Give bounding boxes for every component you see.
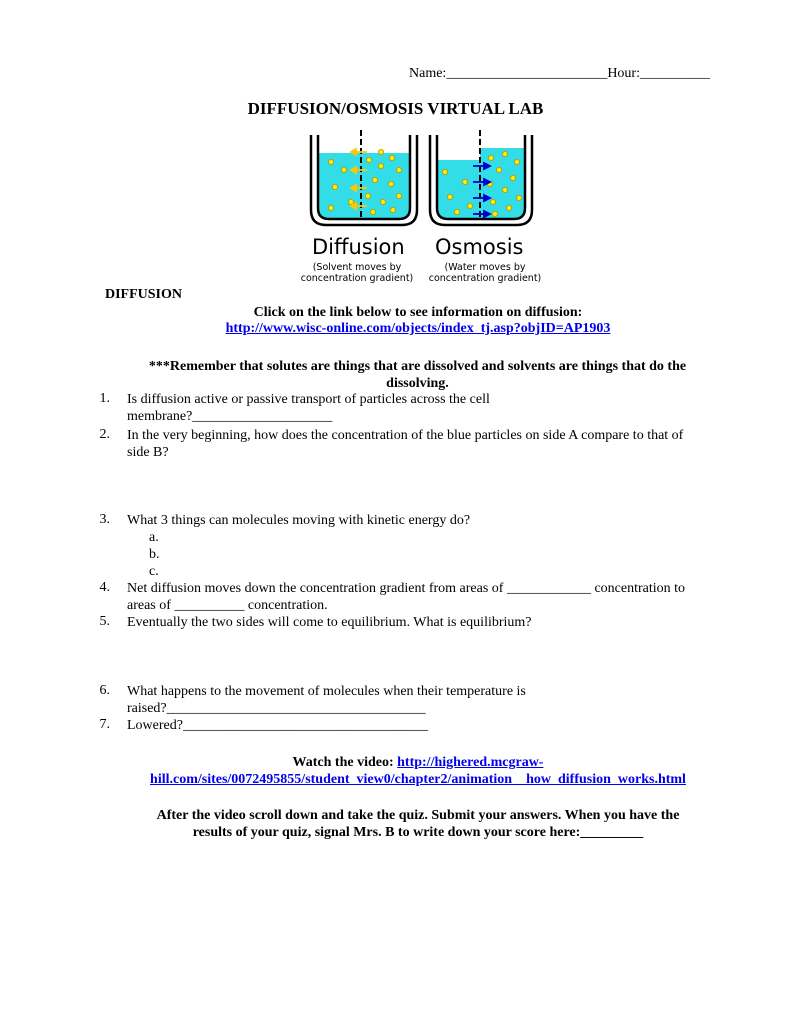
diffusion-caption: (Solvent moves by concentration gradient) — [300, 262, 414, 284]
closing-instructions: After the video scroll down and take the quiz. Submit your answers. When you have the results of your quiz, signal Mrs. B to write down your score here:_________ — [156, 808, 680, 840]
question-3: What 3 things can molecules moving with kinetic energy do? — [127, 513, 471, 528]
video-prefix: Watch the video: — [292, 755, 398, 770]
sub-item[interactable]: a. — [149, 530, 159, 545]
question-number: 5. — [99, 614, 110, 629]
question-4[interactable]: Net diffusion moves down the concentration gradient from areas of ____________ concentration to areas of __________ concentration. — [127, 581, 686, 613]
question-number: 4. — [99, 580, 110, 595]
question-number: 6. — [99, 683, 110, 698]
sub-item[interactable]: c. — [149, 564, 159, 579]
question-6[interactable]: What happens to the movement of molecules when their temperature is raised?_____________________________________ — [127, 684, 526, 716]
osmosis-beaker — [430, 130, 532, 225]
diffusion-label: Diffusion — [312, 235, 405, 259]
video-link-part2[interactable]: hill.com/sites/0072495855/student_view0/chapter2/animation__how_diffusion_works.html — [150, 772, 686, 787]
question-2: In the very beginning, how does the concentration of the blue particles on side A compare to that of side B? — [127, 428, 684, 460]
diffusion-beaker — [311, 130, 417, 225]
osmosis-caption: (Water moves by concentration gradient) — [428, 262, 542, 284]
instruction-text: Click on the link below to see information on diffusion: — [253, 305, 583, 320]
question-3-subitems[interactable] — [149, 529, 160, 580]
remember-note: ***Remember that solutes are things that are dissolved and solvents are things that do the dissolving. — [148, 359, 687, 391]
name-hour-line[interactable]: Name:_______________________Hour:__________ — [409, 66, 710, 81]
link-wisc-container — [0, 321, 791, 337]
question-number: 1. — [99, 391, 110, 406]
link-wisc-online[interactable]: http://www.wisc-online.com/objects/index_tj.asp?objID=AP1903 — [225, 321, 611, 336]
question-number: 2. — [99, 427, 110, 442]
question-1[interactable]: Is diffusion active or passive transport of particles across the cell membrane?____________________ — [127, 392, 490, 424]
sub-item[interactable]: b. — [149, 547, 160, 562]
diffusion-osmosis-figure — [295, 122, 545, 292]
osmosis-label: Osmosis — [435, 235, 524, 259]
question-5: Eventually the two sides will come to equilibrium. What is equilibrium? — [127, 615, 532, 630]
page-title: DIFFUSION/OSMOSIS VIRTUAL LAB — [247, 99, 544, 118]
video-link-part1[interactable]: http://highered.mcgraw- — [397, 755, 544, 770]
video-section — [0, 754, 791, 788]
section-heading-diffusion: DIFFUSION — [105, 287, 183, 302]
question-number: 3. — [99, 512, 110, 527]
question-7[interactable]: Lowered?___________________________________ — [127, 718, 428, 733]
question-number: 7. — [99, 717, 110, 732]
